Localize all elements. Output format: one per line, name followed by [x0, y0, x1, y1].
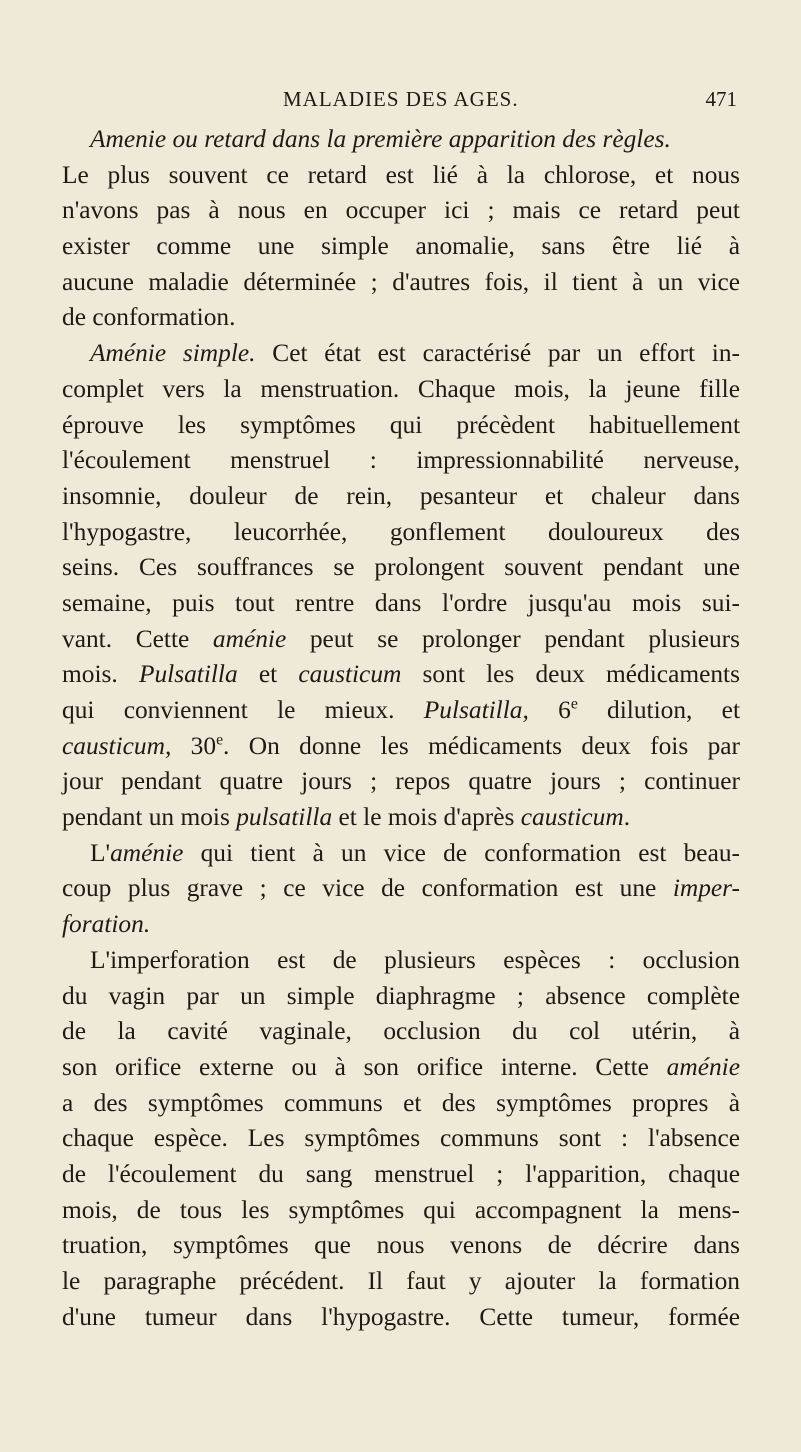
text-line: n'avons pas à nous en occuper ici ; mais ce retard peut	[62, 196, 740, 225]
text-line: semaine, puis tout rentre dans l'ordre jusqu'au mois sui-	[62, 588, 740, 617]
text-line: mois. Pulsatilla et causticum sont les deux médicaments	[62, 660, 740, 689]
text-line: pendant un mois pulsatilla et le mois d'après causticum.	[62, 803, 631, 832]
text-line: d'une tumeur dans l'hypogastre. Cette tumeur, formée	[62, 1302, 740, 1331]
text-line: exister comme une simple anomalie, sans être lié à	[62, 232, 740, 261]
paragraph-amenie-simple	[62, 336, 740, 836]
text-line: mois, de tous les symptômes qui accompagnent la mens-	[62, 1195, 740, 1224]
body-text	[62, 122, 740, 1335]
paragraph-vice-conformation	[62, 836, 740, 943]
text-line: l'hypogastre, leucorrhée, gonflement douloureux des	[62, 517, 740, 546]
text-line: vant. Cette aménie peut se prolonger pendant plusieurs	[62, 624, 741, 653]
running-title: MALADIES DES AGES.	[283, 87, 519, 111]
text-line: Aménie simple. Cet état est caractérisé par un effort in-	[90, 339, 740, 368]
text-line: truation, symptômes que nous venons de décrire dans	[62, 1231, 740, 1260]
paragraph-amenie-retard	[62, 122, 740, 336]
text-line: le paragraphe précédent. Il faut y ajouter la formation	[62, 1267, 740, 1295]
text-line: L'imperforation est de plusieurs espèces : occlusion	[90, 945, 740, 974]
text-line: de la cavité vaginale, occlusion du col utérin, à	[62, 1017, 740, 1046]
page-number: 471	[705, 87, 737, 111]
text-line: de conformation.	[62, 303, 236, 332]
text-line: de l'écoulement du sang menstruel ; l'apparition, chaque	[62, 1159, 740, 1188]
text-line: a des symptômes communs et des symptômes propres à	[62, 1088, 740, 1117]
text-line: son orifice externe ou à son orifice interne. Cette aménie	[62, 1052, 740, 1081]
section-heading-amenie-retard: Amenie ou retard dans la première apparition des règles.	[90, 125, 671, 153]
text-line: complet vers la menstruation. Chaque mois, la jeune fille	[62, 374, 740, 403]
text-line: du vagin par un simple diaphragme ; absence complète	[62, 981, 740, 1010]
paragraph-imperforation	[62, 943, 740, 1336]
text-line: Le plus souvent ce retard est lié à la chlorose, et nous	[62, 160, 740, 189]
text-line: coup plus grave ; ce vice de conformation est une imper-	[62, 874, 740, 903]
text-line: causticum, 30e. On donne les médicaments deux fois par	[62, 731, 740, 760]
text-line: qui conviennent le mieux. Pulsatilla, 6e dilution, et	[62, 695, 740, 724]
running-header	[0, 82, 801, 116]
text-line: foration.	[62, 910, 151, 939]
text-line: l'écoulement menstruel : impressionnabilité nerveuse,	[62, 446, 740, 475]
text-line: insomnie, douleur de rein, pesanteur et chaleur dans	[62, 481, 740, 510]
text-line: éprouve les symptômes qui précèdent habituellement	[62, 410, 740, 439]
text-line: L'aménie qui tient à un vice de conformation est beau-	[90, 838, 740, 867]
text-line: jour pendant quatre jours ; repos quatre jours ; continuer	[62, 767, 740, 796]
text-line: seins. Ces souffrances se prolongent souvent pendant une	[62, 553, 740, 582]
text-line: aucune maladie déterminée ; d'autres fois, il tient à un vice	[62, 267, 740, 296]
text-line: chaque espèce. Les symptômes communs sont : l'absence	[62, 1124, 740, 1153]
